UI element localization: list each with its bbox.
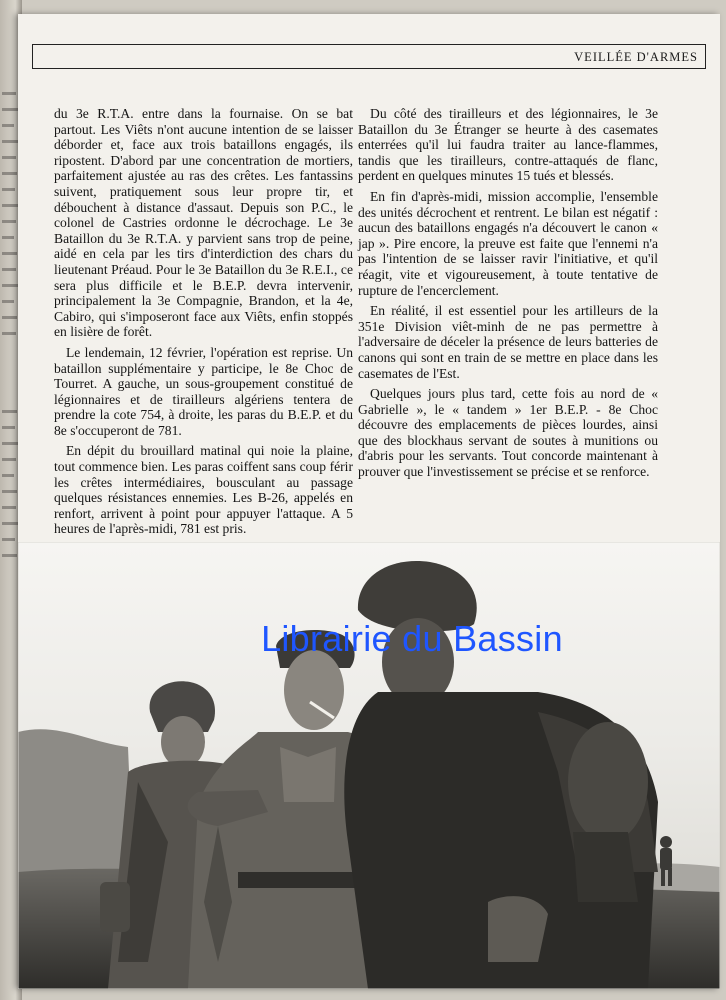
- header-rule: [32, 44, 706, 45]
- header-rule-left: [32, 44, 33, 68]
- running-head: VEILLÉE D'ARMES: [574, 50, 698, 64]
- paragraph: En dépit du brouillard matinal qui noie la plaine, tout commence bien. Les paras coiffent sans coup férir les crêtes intermédiaires, bousculant au passage quelques résistances ennemies. Les B-26, appelés en renfort, arrivent à point pour appuyer l'attaque. A 5 heures de l'après-midi, 781 est pris.: [54, 443, 353, 537]
- paragraph: Le lendemain, 12 février, l'opération est reprise. Un bataillon supplémentaire y participe, le 8e Choc de Tourret. A gauche, un sous-groupement constitué de légionnaires et de tirailleurs algériens tentera de prendre la cote 754, à droite, les paras du B.E.P. et du 8e s'occuperont de 781.: [54, 344, 353, 438]
- header-rule-bottom: [32, 68, 706, 69]
- left-text-column: [54, 106, 353, 542]
- paragraph: Quelques jours plus tard, cette fois au nord de « Gabrielle », le « tandem » 1er B.E.P. - 8e Choc découvre des emplacements de pièces lourdes, ainsi que des blockhaus servant de soutes à munitions ou d'abris pour les servants. Tout concorde maintenant à prouver que l'investissement se précise et se renforce.: [358, 386, 658, 480]
- paragraph: du 3e R.T.A. entre dans la fournaise. On se bat partout. Les Viêts n'ont aucune intention de se laisser déborder et, face aux trois bataillons engagés, ils ripostent. D'abord par une concentration de mortiers, parfaitement ajustée au ras des crêtes. Les fantassins suivent, pratiquement sous leur propre tir, et débouchent à distance d'assaut. Depuis son P.C., le colonel de Castries ordonne le décrochage. Le 3e Bataillon du 3e R.T.A. y parvient sans trop de peine, aidé en cela par les tirs d'interdiction des chars du lieutenant Préaud. Pour le 3e Bataillon du 3e R.E.I., ce sera plus difficile et le B.E.P. devra intervenir, principalement la 3e Compagnie, Brandon, et la 4e, Cabiro, qui s'imposeront face aux Viêts, enfin stoppés en lisière de forêt.: [54, 106, 353, 340]
- watermark: Librairie du Bassin: [261, 618, 563, 659]
- header-rule-right: [705, 44, 706, 68]
- paragraph: Du côté des tirailleurs et des légionnaires, le 3e Bataillon du 3e Étranger se heurte à des casemates enterrées qu'il lui faudra traiter au lance-flammes, tandis que les tirailleurs, contre-attaqués de flanc, perdent en quelques minutes 15 tués et blessés.: [358, 106, 658, 184]
- book-page: [18, 14, 720, 989]
- right-text-column: [358, 106, 658, 485]
- paragraph: En réalité, il est essentiel pour les artilleurs de la 351e Division viêt-minh de ne pas permettre à l'adversaire de déceler la présence de leurs batteries de canons qui sont en train de se mettre en place dans les casemates de l'Est.: [358, 303, 658, 381]
- paragraph: En fin d'après-midi, mission accomplie, l'ensemble des unités décrochent et rentrent. Le bilan est négatif : aucun des bataillons engagés n'a découvert le canon « jap ». Pire encore, la preuve est faite que l'ennemi n'a pas l'intention de se laisser ravir l'initiative, et qu'il réagit, vite et vigoureusement, à toute tentative de rupture de l'encerclement.: [358, 188, 658, 298]
- soldiers-photograph: [18, 542, 720, 989]
